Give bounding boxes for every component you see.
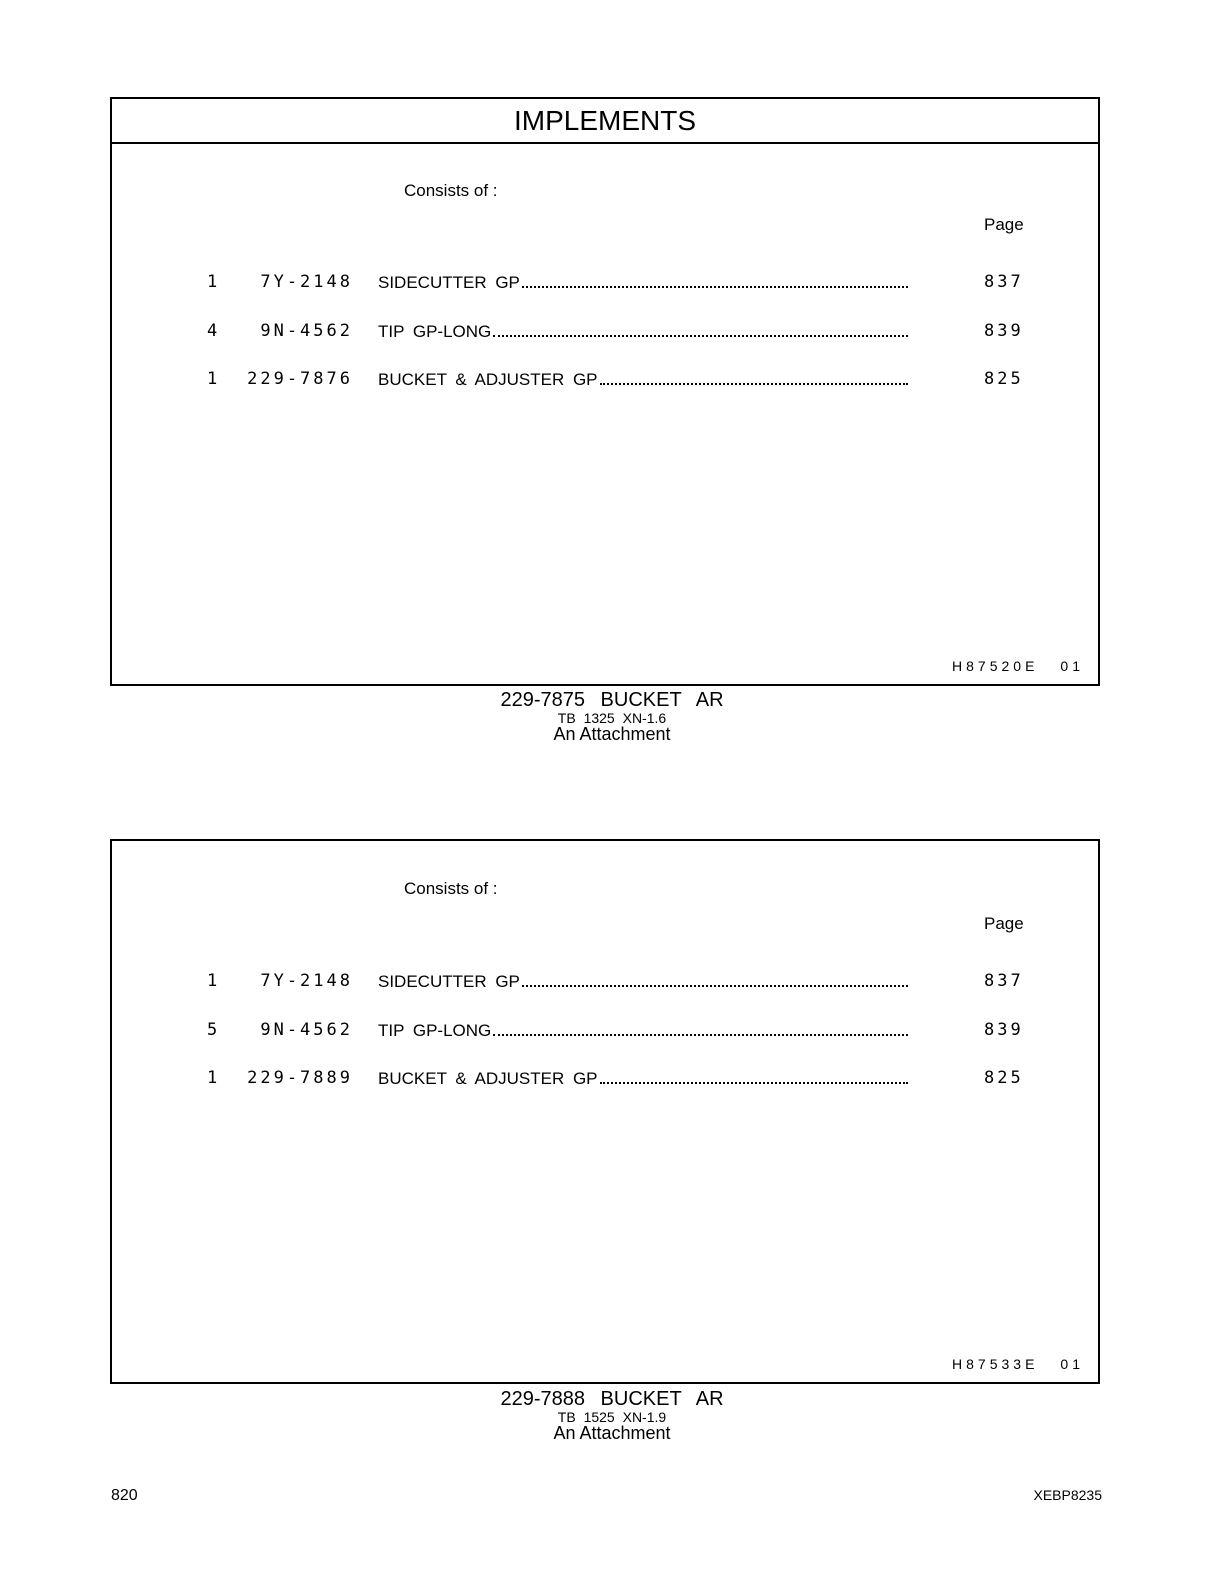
page-title: IMPLEMENTS <box>112 99 1098 144</box>
quantity: 1 <box>207 971 218 991</box>
caption-title: 229-7875 BUCKET AR <box>500 689 724 711</box>
parts-row <box>112 971 1098 995</box>
caption-note: An Attachment <box>553 724 671 744</box>
part-name: BUCKET & ADJUSTER GP <box>378 370 598 389</box>
dot-leader <box>493 321 908 337</box>
caption-subtitle: TB 1525 XN-1.9 <box>557 1409 667 1425</box>
part-description <box>378 1068 908 1089</box>
panel-caption-1 <box>0 690 1224 743</box>
page-reference: 825 <box>984 369 1024 389</box>
part-description <box>378 1020 908 1041</box>
implements-panel-2 <box>110 839 1100 1384</box>
consists-of-label: Consists of : <box>404 879 498 898</box>
consists-of-label: Consists of : <box>404 181 498 200</box>
part-number: 7Y-2148 <box>260 272 353 292</box>
quantity: 5 <box>207 1020 218 1040</box>
parts-row <box>112 321 1098 345</box>
dot-leader <box>600 1068 908 1084</box>
part-name: TIP GP-LONG <box>378 1021 492 1040</box>
page-column-header: Page <box>984 914 1024 933</box>
caption-title: 229-7888 BUCKET AR <box>500 1388 724 1410</box>
dot-leader <box>522 971 908 987</box>
part-number: 9N-4562 <box>260 1020 353 1040</box>
page-reference: 839 <box>984 321 1024 341</box>
dot-leader <box>600 369 908 385</box>
part-number: 229-7889 <box>247 1068 353 1088</box>
page-reference: 837 <box>984 272 1024 292</box>
revision: 01 <box>1060 658 1084 674</box>
quantity: 1 <box>207 1068 218 1088</box>
page-reference: 839 <box>984 1020 1024 1040</box>
quantity: 4 <box>207 321 218 341</box>
part-name: SIDECUTTER GP <box>378 273 520 292</box>
part-name: SIDECUTTER GP <box>378 972 520 991</box>
caption-subtitle: TB 1325 XN-1.6 <box>557 710 667 726</box>
page-reference: 825 <box>984 1068 1024 1088</box>
implements-panel-1 <box>110 97 1100 686</box>
part-number: 7Y-2148 <box>260 971 353 991</box>
part-name: BUCKET & ADJUSTER GP <box>378 1069 598 1088</box>
page-reference: 837 <box>984 971 1024 991</box>
illustration-code <box>952 658 1084 674</box>
dot-leader <box>522 272 908 288</box>
caption-note: An Attachment <box>553 1423 671 1443</box>
quantity: 1 <box>207 369 218 389</box>
parts-row <box>112 1068 1098 1092</box>
parts-row <box>112 1020 1098 1044</box>
part-number: 229-7876 <box>247 369 353 389</box>
part-description <box>378 321 908 342</box>
document-code: XEBP8235 <box>1033 1487 1102 1503</box>
parts-row <box>112 272 1098 296</box>
part-description <box>378 971 908 992</box>
part-description <box>378 369 908 390</box>
illustration-code <box>952 1356 1084 1372</box>
page-column-header: Page <box>984 215 1024 234</box>
part-description <box>378 272 908 293</box>
parts-row <box>112 369 1098 393</box>
panel-caption-2 <box>0 1389 1224 1442</box>
page-number: 820 <box>111 1487 138 1504</box>
part-number: 9N-4562 <box>260 321 353 341</box>
part-name: TIP GP-LONG <box>378 322 492 341</box>
quantity: 1 <box>207 272 218 292</box>
illustration-id: H87533E <box>952 1356 1039 1372</box>
illustration-id: H87520E <box>952 658 1039 674</box>
revision: 01 <box>1060 1356 1084 1372</box>
dot-leader <box>493 1020 908 1036</box>
